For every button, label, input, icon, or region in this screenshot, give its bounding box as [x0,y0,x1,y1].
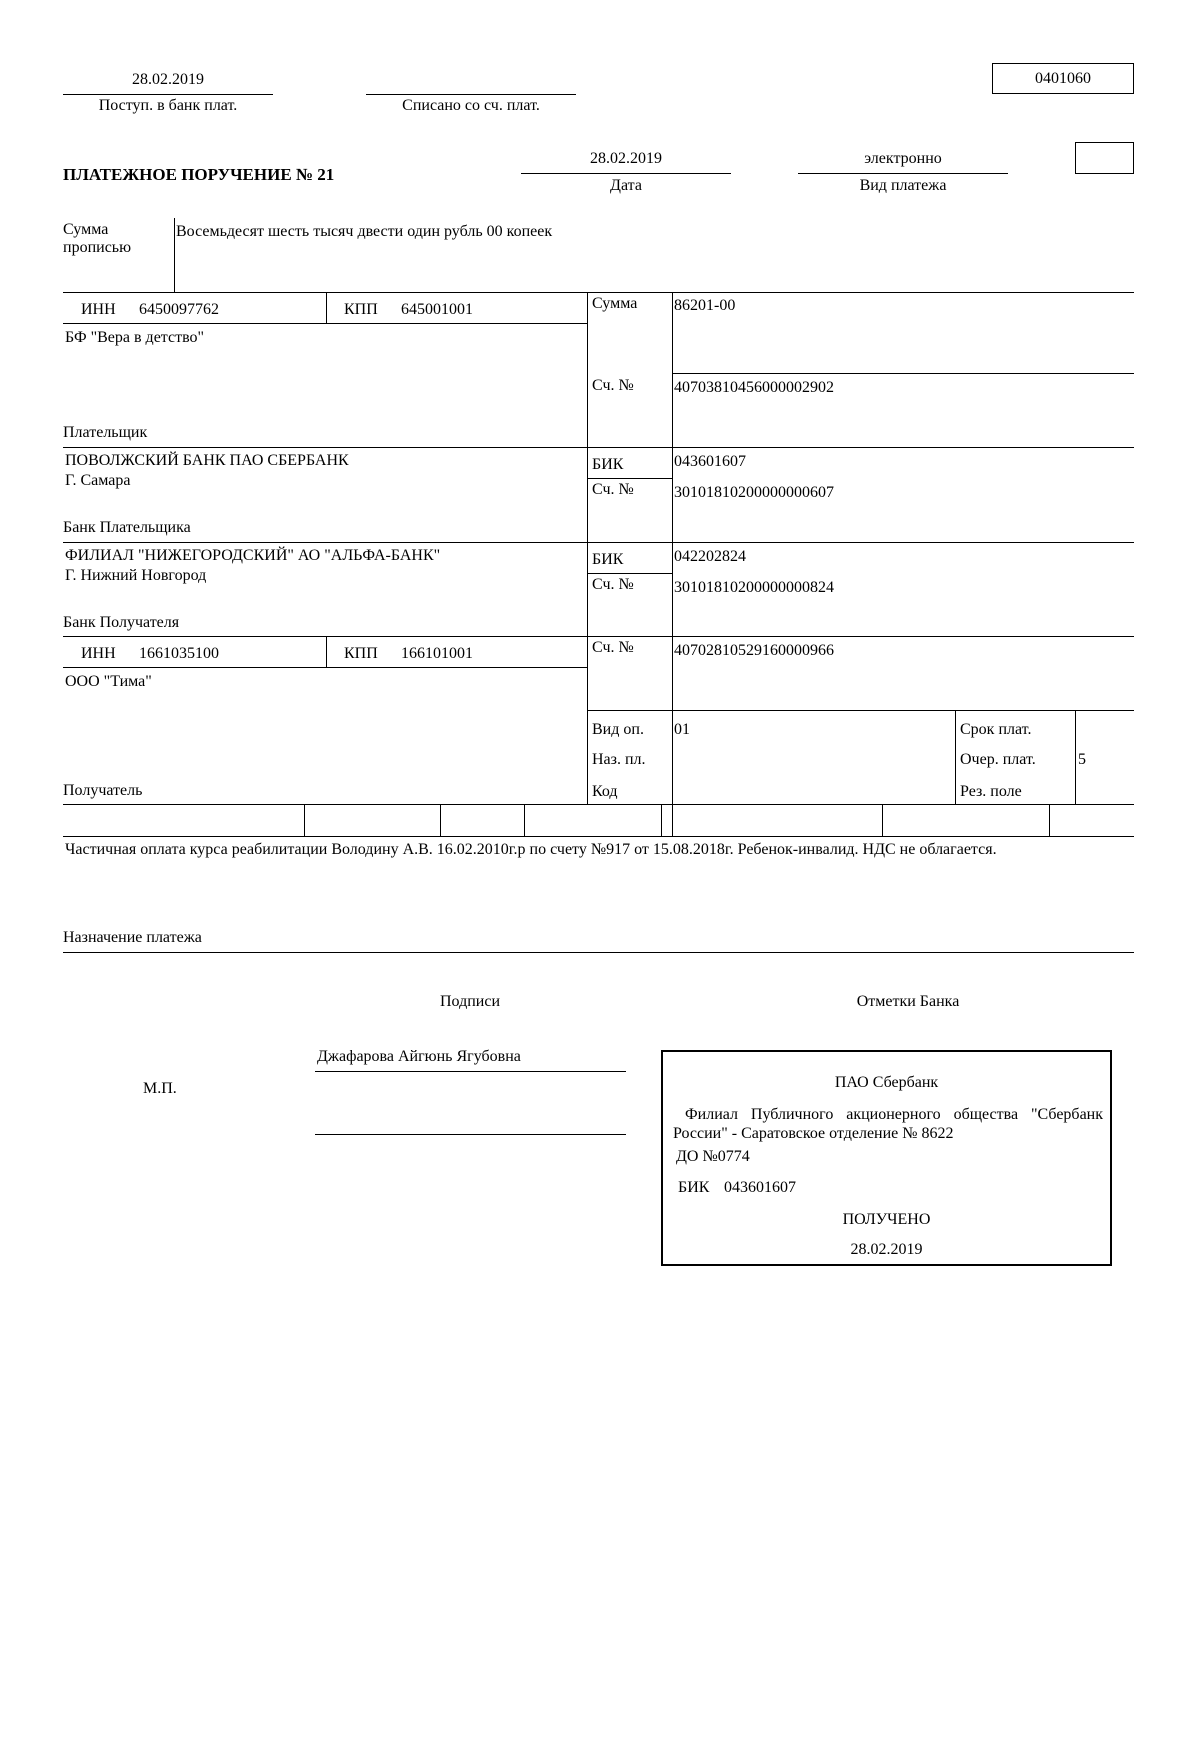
stamp-bik-label: БИК [678,1179,710,1196]
grid-line-op [587,710,1134,711]
grid-line-sum [672,373,1134,374]
grid-col-payer-kpp [326,292,327,323]
amount-words-label-1: Сумма [63,221,109,238]
tax-cell-divider-3 [524,804,525,836]
grid-line-payee [63,804,1134,805]
grid-line-payer-bank-bik [587,478,672,479]
grid-line-payer [63,447,1134,448]
payee-bank-account: 30101810200000000824 [674,579,834,596]
tax-cell-divider-5 [882,804,883,836]
grid-line-payer-bank [63,542,1134,543]
payer-account: 40703810456000002902 [674,379,834,396]
grid-col-mid-upper [672,292,673,710]
payee-inn-label: ИНН [81,645,116,662]
payee-bank-city: Г. Нижний Новгород [65,567,207,584]
document-date-line [521,173,731,174]
tax-cell-divider-4 [661,804,662,836]
payer-inn: 6450097762 [139,301,219,318]
signatures-label: Подписи [439,993,501,1010]
grid-line-payee-bank-bik [587,573,672,574]
payee-kpp-label: КПП [344,645,378,662]
tax-cell-divider-2 [440,804,441,836]
status-code-box [1075,142,1134,174]
grid-col-payee-kpp [326,636,327,667]
document-date: 28.02.2019 [590,150,662,167]
sum-label: Сумма [592,295,638,312]
amount-words-value: Восемьдесят шесть тысяч двести один рубль 00 копеек [176,223,553,240]
grid-col-ocher [1075,710,1076,804]
payee-bank-account-label: Сч. № [592,576,634,593]
received-date-label: Поступ. в банк плат. [98,97,238,114]
payee-kpp: 166101001 [401,645,473,662]
payer-inn-label: ИНН [81,301,116,318]
purpose-line [63,952,1134,953]
tax-cell-divider-6 [1049,804,1050,836]
mp-label: М.П. [143,1080,177,1097]
op-kod-label: Код [592,783,618,800]
signature-line-2 [315,1134,626,1135]
stamp-office: ДО №0774 [676,1148,750,1165]
payer-bank-label: Банк Плательщика [63,519,191,536]
payee-bank-label: Банк Получателя [63,614,180,631]
op-naz-label: Наз. пл. [592,751,646,768]
payer-bank-account-label: Сч. № [592,481,634,498]
payee-label: Получатель [63,782,143,799]
sum-value: 86201-00 [674,297,736,314]
op-rez-label: Рез. поле [960,783,1022,800]
payer-bank-account: 30101810200000000607 [674,484,834,501]
grid-line-payee-bank [63,636,1134,637]
signer-name: Джафарова Айгюнь Ягубовна [317,1048,521,1065]
op-vid: 01 [674,721,690,738]
form-code: 0401060 [1035,70,1091,87]
payee-bank-bik-label: БИК [592,551,624,568]
payer-label: Плательщик [63,424,148,441]
received-date: 28.02.2019 [132,71,204,88]
payee-bank-bik: 042202824 [674,548,746,565]
payer-bank-bik-label: БИК [592,456,624,473]
grid-line-payee-inn [63,667,587,668]
grid-line-tax [63,836,1134,837]
op-srok-label: Срок плат. [960,721,1032,738]
payer-account-label: Сч. № [592,377,634,394]
grid-line-top [63,292,1134,293]
payment-type-line [798,173,1008,174]
op-vid-label: Вид оп. [592,721,644,738]
tax-cell-divider-1 [304,804,305,836]
op-ocher: 5 [1078,751,1086,768]
payment-type: электронно [864,150,942,167]
debited-date-label: Списано со сч. плат. [402,97,540,114]
document-title: ПЛАТЕЖНОЕ ПОРУЧЕНИЕ № 21 [63,165,335,184]
purpose-text: Частичная оплата курса реабилитации Володину А.В. 16.02.2010г.р по счету №917 от 15.08.2018г. Ребенок-инвалид. НДС не облагается. [65,841,997,858]
bank-marks-label: Отметки Банка [856,993,960,1010]
payer-kpp-label: КПП [344,301,378,318]
stamp-status: ПОЛУЧЕНО [842,1211,931,1228]
op-ocher-label: Очер. плат. [960,751,1036,768]
payee-name: ООО "Тима" [65,673,152,690]
document-date-label: Дата [610,177,642,194]
grid-col-srok [955,710,956,804]
payee-inn: 1661035100 [139,645,219,662]
stamp-branch: Филиал Публичного акционерного общества "Сбербанк России" - Саратовское отделение № 8622 [673,1106,1103,1142]
purpose-label: Назначение платежа [63,929,202,946]
payee-account: 40702810529160000966 [674,642,834,659]
stamp-bank-name: ПАО Сбербанк [834,1074,939,1091]
debited-date-line [366,94,576,95]
grid-col-left [587,292,588,804]
stamp-bik: 043601607 [724,1179,796,1196]
stamp-date: 28.02.2019 [850,1241,923,1258]
signature-line-1 [315,1071,626,1072]
payment-type-label: Вид платежа [859,177,947,194]
amount-words-divider [174,218,175,292]
grid-col-mid-lower [672,710,673,836]
payer-bank-bik: 043601607 [674,453,746,470]
grid-line-payer-inn [63,323,587,324]
payer-bank-city: Г. Самара [65,472,131,489]
payer-name: БФ "Вера в детство" [65,329,205,346]
received-date-line [63,94,273,95]
bank-stamp [661,1050,1112,1266]
form-code-box [992,63,1134,94]
payer-bank-name: ПОВОЛЖСКИЙ БАНК ПАО СБЕРБАНК [65,452,349,469]
payee-bank-name: ФИЛИАЛ "НИЖЕГОРОДСКИЙ" АО "АЛЬФА-БАНК" [65,547,441,564]
payer-kpp: 645001001 [401,301,473,318]
payee-account-label: Сч. № [592,639,634,656]
amount-words-label-2: прописью [63,239,132,256]
